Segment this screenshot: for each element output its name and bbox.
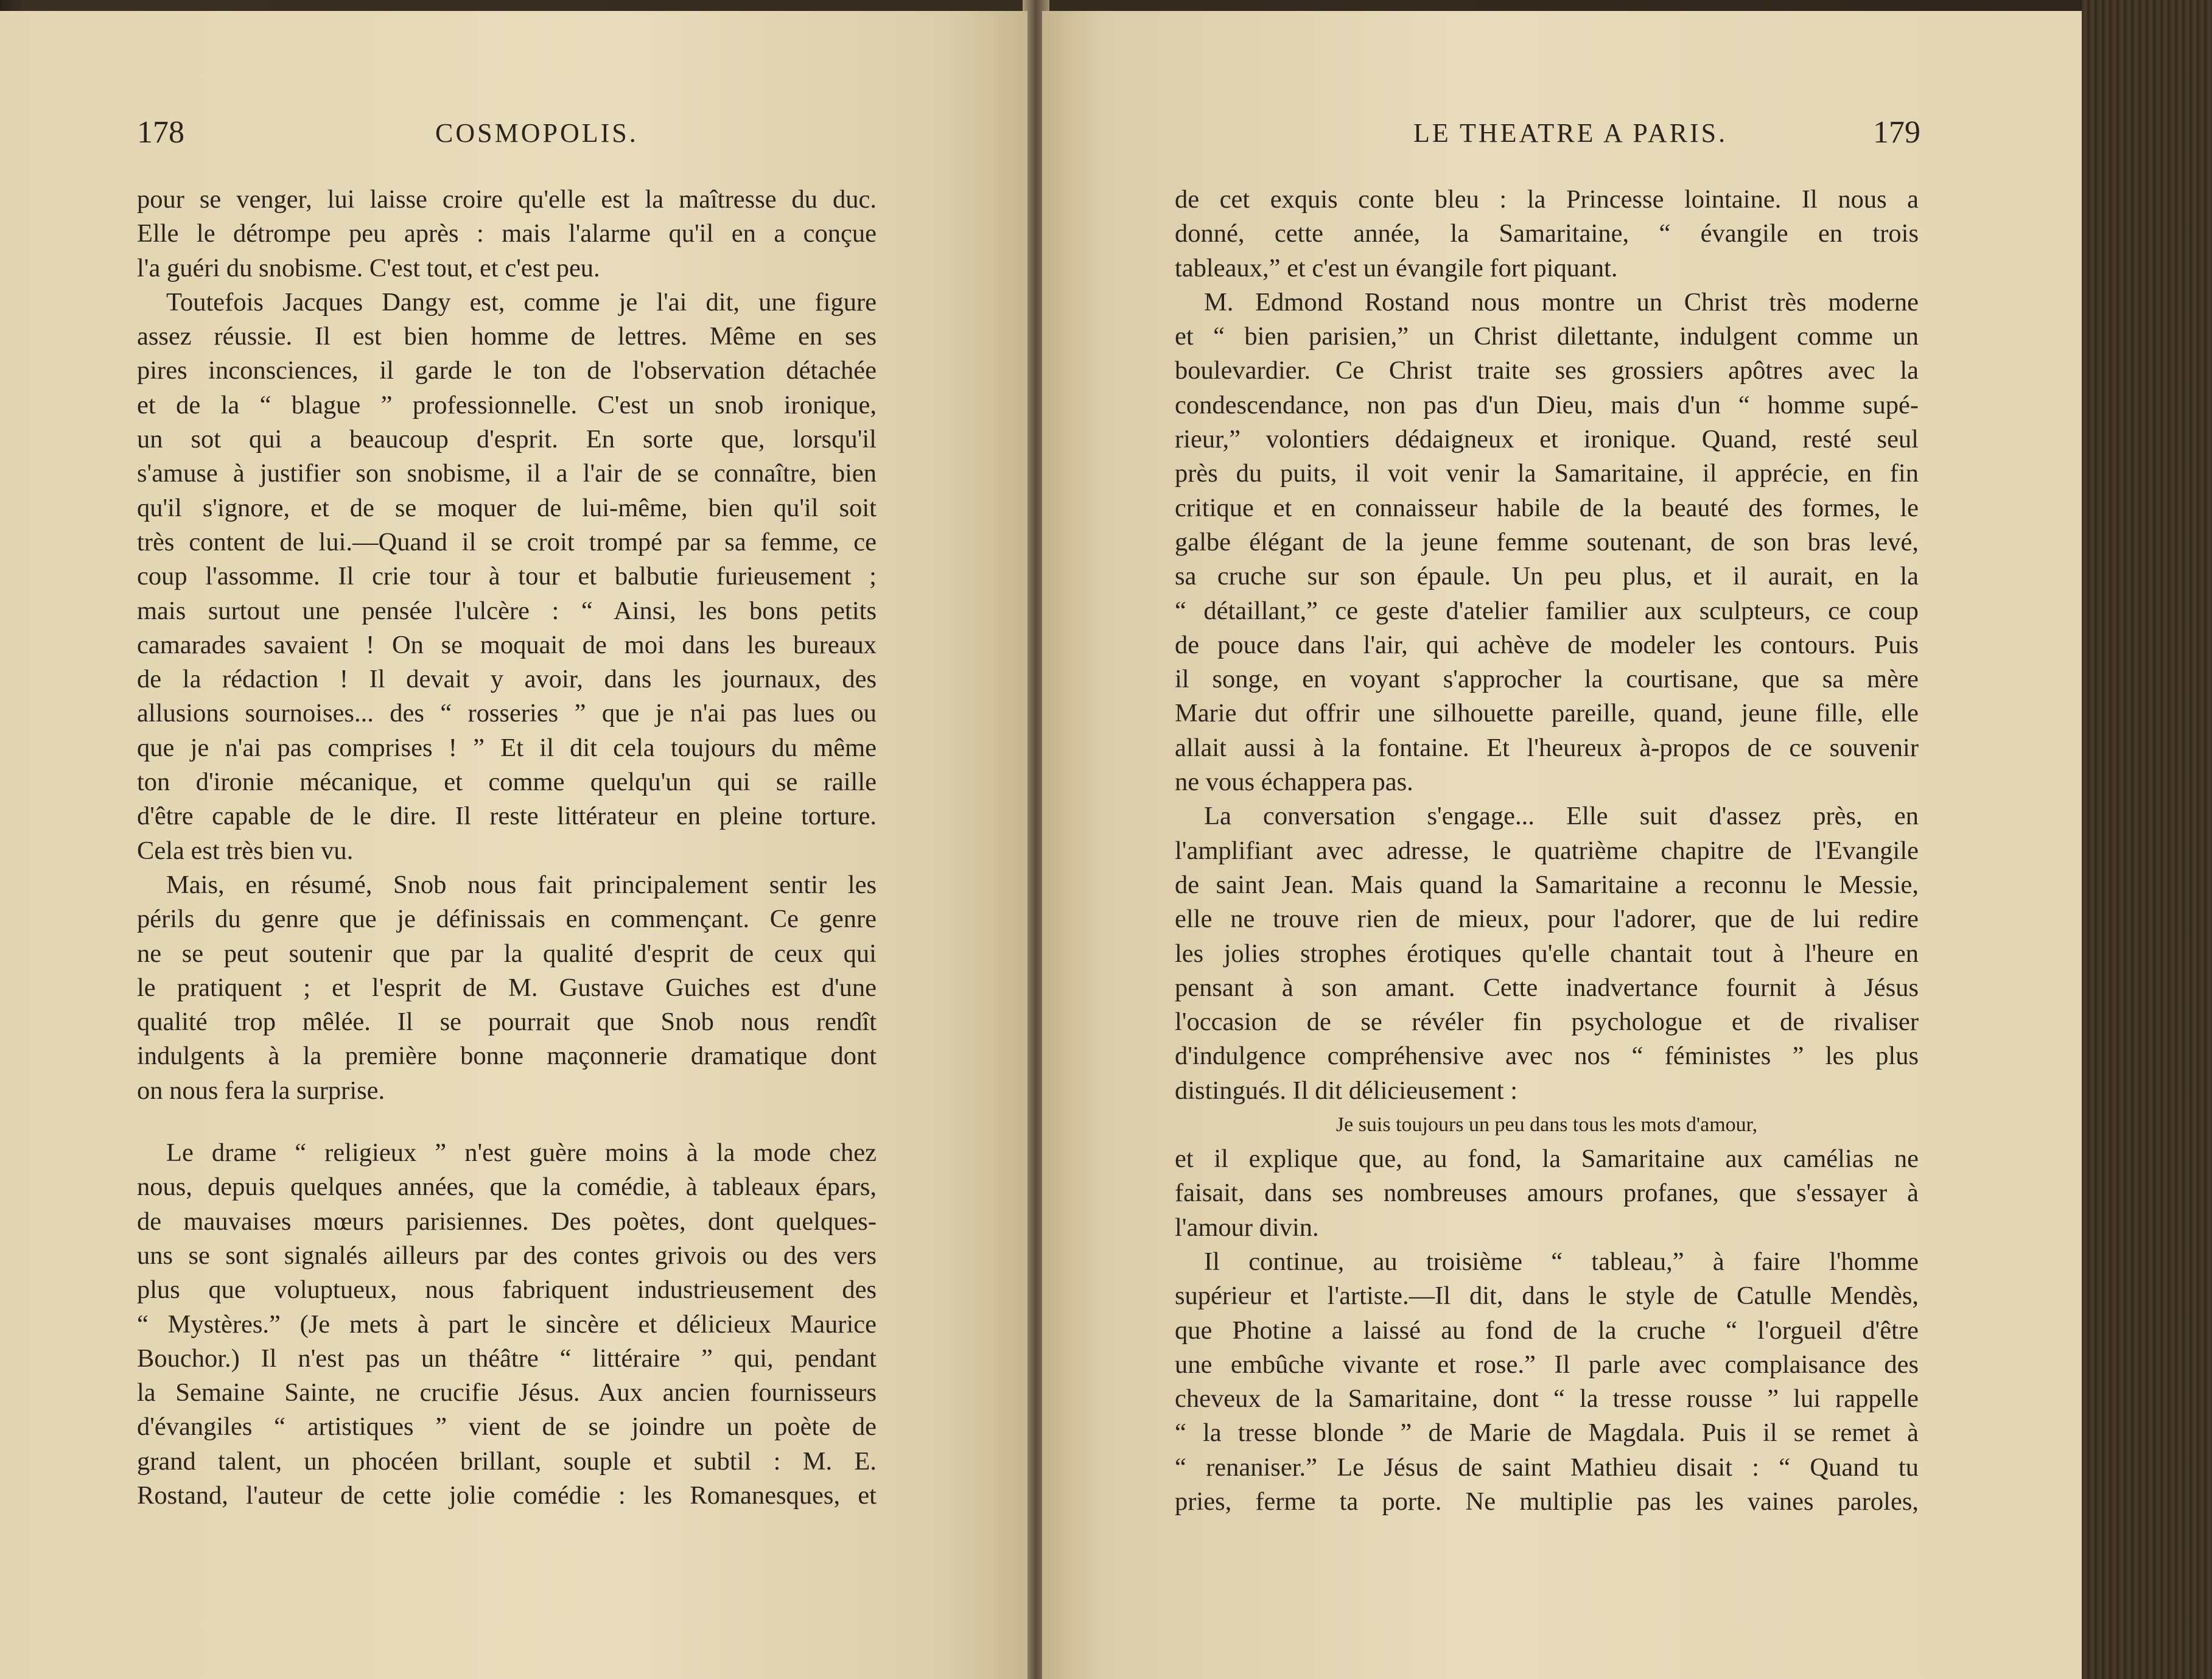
text-line: les jolies strophes érotiques qu'elle chantait tout à l'heure en xyxy=(1175,939,1919,968)
text-line: de mauvaises mœurs parisiennes. Des poètes, dont quelques- xyxy=(137,1207,877,1236)
text-line: et il explique que, au fond, la Samaritaine aux camélias ne xyxy=(1175,1144,1919,1174)
section-break xyxy=(137,1108,877,1136)
text-line: Il continue, au troisième “ tableau,” à faire l'homme xyxy=(1204,1247,1919,1276)
text-line: assez réussie. Il est bien homme de lettres. Même en ses xyxy=(137,322,877,351)
text-line: le pratiquent ; et l'esprit de M. Gustave Guiches est d'une xyxy=(137,973,877,1002)
text-line: de saint Jean. Mais quand la Samaritaine a reconnu le Messie, xyxy=(1175,870,1919,899)
text-line: Rostand, l'auteur de cette jolie comédie : les Romanesques, et xyxy=(137,1481,877,1510)
text-line: qu'il s'ignore, et de se moquer de lui-même, bien qu'il soit xyxy=(137,493,877,522)
text-line: faisait, dans ses nombreuses amours profanes, que s'essayer à xyxy=(1175,1179,1919,1208)
text-line: galbe élégant de la jeune femme soutenant, de son bras levé, xyxy=(1175,527,1919,556)
text-line: Marie dut offrir une silhouette pareille, quand, jeune fille, elle xyxy=(1175,699,1919,728)
verse-quote: Je suis toujours un peu dans tous les mots d'amour, xyxy=(1335,1113,1758,1137)
text-line: Cela est très bien vu. xyxy=(137,836,354,865)
text-line: d'être capable de le dire. Il reste littérateur en pleine torture. xyxy=(137,802,877,831)
right-page-body xyxy=(1175,183,1919,1519)
text-line: l'a guéri du snobisme. C'est tout, et c'est peu. xyxy=(137,253,600,282)
text-line: un sot qui a beaucoup d'esprit. En sorte que, lorsqu'il xyxy=(137,425,877,454)
text-line: qualité trop mêlée. Il se pourrait que Snob nous rendît xyxy=(137,1008,877,1037)
right-page xyxy=(1042,11,2082,1679)
left-running-head: COSMOPOLIS. xyxy=(435,118,639,148)
text-line: donné, cette année, la Samaritaine, “ évangile en trois xyxy=(1175,219,1919,248)
text-line: M. Edmond Rostand nous montre un Christ très moderne xyxy=(1204,287,1919,317)
text-line: l'occasion de se révéler fin psychologue et de rivaliser xyxy=(1175,1008,1919,1037)
text-line: condescendance, non pas d'un Dieu, mais d'un “ homme supé- xyxy=(1175,390,1919,419)
text-line: l'amour divin. xyxy=(1175,1213,1319,1242)
text-line: distingués. Il dit délicieusement : xyxy=(1175,1076,1518,1105)
text-line: ne se peut soutenir que par la qualité d'esprit de ceux qui xyxy=(137,939,877,968)
text-line: une embûche vivante et rose.” Il parle avec complaisance des xyxy=(1175,1350,1919,1379)
text-line: s'amuse à justifier son snobisme, il a l'air de se connaître, bien xyxy=(137,459,877,488)
text-line: Toutefois Jacques Dangy est, comme je l'ai dit, une figure xyxy=(166,287,877,317)
text-line: Elle le détrompe peu après : mais l'alarme qu'il en a conçue xyxy=(137,219,877,248)
text-line: La conversation s'engage... Elle suit d'assez près, en xyxy=(1204,802,1919,831)
text-line: l'amplifiant avec adresse, le quatrième chapitre de l'Evangile xyxy=(1175,836,1919,865)
text-line: mais surtout une pensée l'ulcère : “ Ainsi, les bons petits xyxy=(137,596,877,625)
text-line: Bouchor.) Il n'est pas un théâtre “ littéraire ” qui, pendant xyxy=(137,1344,877,1373)
text-line: Le drame “ religieux ” n'est guère moins à la mode chez xyxy=(166,1138,877,1168)
text-line: pensant à son amant. Cette inadvertance fournit à Jésus xyxy=(1175,973,1919,1002)
text-line: rieur,” volontiers dédaigneux et ironique. Quand, resté seul xyxy=(1175,425,1919,454)
text-line: périls du genre que je définissais en commençant. Ce genre xyxy=(137,905,877,934)
text-line: coup l'assomme. Il crie tour à tour et balbutie furieusement ; xyxy=(137,562,877,591)
left-page-number: 178 xyxy=(137,115,184,150)
text-line: sa cruche sur son épaule. Un peu plus, et il aurait, en la xyxy=(1175,562,1919,591)
text-line: de la rédaction ! Il devait y avoir, dans les journaux, des xyxy=(137,665,877,694)
text-line: indulgents à la première bonne maçonnerie dramatique dont xyxy=(137,1042,877,1071)
right-running-head: LE THEATRE A PARIS. xyxy=(1413,118,1728,148)
text-line: “ Mystères.” (Je mets à part le sincère et délicieux Maurice xyxy=(137,1309,877,1339)
text-line: près du puits, il voit venir la Samaritaine, il apprécie, en fin xyxy=(1175,459,1919,488)
text-line: que Photine a laissé au fond de la cruche “ l'orgueil d'être xyxy=(1175,1316,1919,1345)
text-line: allait aussi à la fontaine. Et l'heureux à-propos de ce souvenir xyxy=(1175,733,1919,762)
text-line: grand talent, un phocéen brillant, souple et subtil : M. E. xyxy=(137,1446,877,1476)
text-line: il songe, en voyant s'approcher la courtisane, que sa mère xyxy=(1175,665,1919,694)
text-line: ton d'ironie mécanique, et comme quelqu'un qui se raille xyxy=(137,768,877,797)
text-line: on nous fera la surprise. xyxy=(137,1076,385,1105)
left-page xyxy=(0,11,1027,1679)
left-page-body xyxy=(137,183,877,1513)
text-line: pour se venger, lui laisse croire qu'elle est la maîtresse du duc. xyxy=(137,185,877,214)
text-line: et “ bien parisien,” un Christ dilettante, indulgent comme un xyxy=(1175,322,1919,351)
text-line: “ détaillant,” ce geste d'atelier familier aux sculpteurs, ce coup xyxy=(1175,596,1919,625)
text-line: allusions sournoises... des “ rosseries ” que je n'ai pas lues ou xyxy=(137,699,877,728)
text-line: d'évangiles “ artistiques ” vient de se joindre un poète de xyxy=(137,1412,877,1442)
text-line: de cet exquis conte bleu : la Princesse lointaine. Il nous a xyxy=(1175,185,1919,214)
text-line: cheveux de la Samaritaine, dont “ la tresse rousse ” lui rappelle xyxy=(1175,1384,1919,1414)
text-line: plus que voluptueux, nous fabriquent industrieusement des xyxy=(137,1275,877,1305)
text-line: la Semaine Sainte, ne crucifie Jésus. Aux ancien fournisseurs xyxy=(137,1378,877,1407)
text-line: supérieur et l'artiste.—Il dit, dans le style de Catulle Mendès, xyxy=(1175,1281,1919,1311)
text-line: et de la “ blague ” professionnelle. C'est un snob ironique, xyxy=(137,390,877,419)
text-line: elle ne trouve rien de mieux, pour l'adorer, que de lui redire xyxy=(1175,905,1919,934)
text-line: uns se sont signalés ailleurs par des contes grivois ou des vers xyxy=(137,1241,877,1270)
text-line: “ la tresse blonde ” de Marie de Magdala. Puis il se remet à xyxy=(1175,1418,1919,1448)
text-line: “ renaniser.” Le Jésus de saint Mathieu disait : “ Quand tu xyxy=(1175,1453,1919,1482)
text-line: camarades savaient ! On se moquait de moi dans les bureaux xyxy=(137,630,877,659)
right-page-number: 179 xyxy=(1873,115,1920,150)
text-line: très content de lui.—Quand il se croit trompé par sa femme, ce xyxy=(137,527,877,556)
text-line: boulevardier. Ce Christ traite ses grossiers apôtres avec la xyxy=(1175,356,1919,385)
text-line: ne vous échappera pas. xyxy=(1175,768,1413,797)
text-line: que je n'ai pas comprises ! ” Et il dit cela toujours du même xyxy=(137,733,877,762)
text-line: pries, ferme ta porte. Ne multiplie pas les vaines paroles, xyxy=(1175,1487,1919,1516)
text-line: Mais, en résumé, Snob nous fait principalement sentir les xyxy=(166,870,877,899)
text-line: tableaux,” et c'est un évangile fort piquant. xyxy=(1175,253,1618,282)
book-page-edges xyxy=(2082,0,2212,1679)
text-line: de pouce dans l'air, qui achève de modeler les contours. Puis xyxy=(1175,630,1919,659)
text-line: pires inconsciences, il garde le ton de l'observation détachée xyxy=(137,356,877,385)
text-line: d'indulgence compréhensive avec nos “ féministes ” les plus xyxy=(1175,1042,1919,1071)
text-line: critique et en connaisseur habile de la beauté des formes, le xyxy=(1175,493,1919,522)
text-line: nous, depuis quelques années, que la comédie, à tableaux épars, xyxy=(137,1172,877,1202)
